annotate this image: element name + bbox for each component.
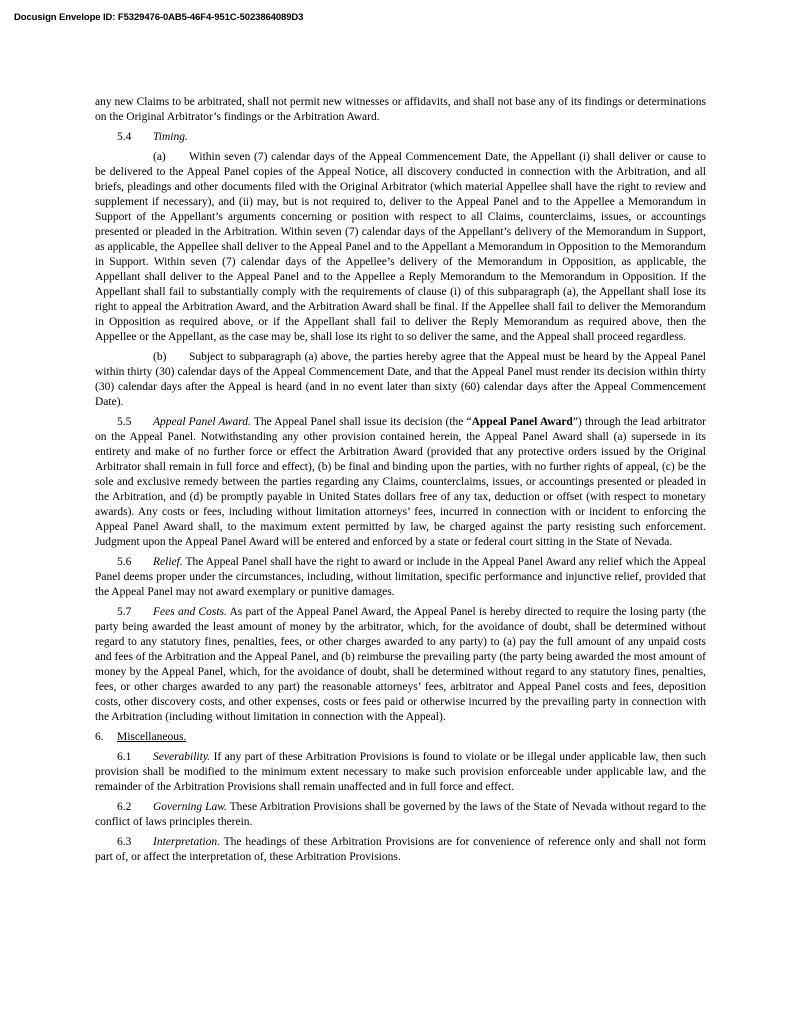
section-title: Fees and Costs.	[153, 606, 227, 618]
section-title: Appeal Panel Award.	[153, 416, 251, 428]
section-number: 5.7	[117, 606, 132, 618]
section-number: 6.1	[117, 751, 132, 763]
envelope-id-header: Docusign Envelope ID: F5329476-0AB5-46F4-951C-5023864089D3	[14, 12, 304, 23]
section-5-7	[95, 605, 706, 725]
section-text: As part of the Appeal Panel Award, the Appeal Panel is hereby directed to require the losing party (the party being awarded the least amount of money by the arbitrator, which, for the avoidance of doubt, shall be determined without regard to any statutory fines, penalties, fees, or other charges awarded to any party) to (a) pay the full amount of any unpaid costs and fees of the Arbitration and the Appeal Panel, and (b) reimburse the prevailing party (the party being awarded the most amount of money by the Appeal Panel, which, for the avoidance of doubt, shall be determined without regard to any statutory fines, penalties, fees, or other charges awarded to any part) the reasonable attorneys’ fees, arbitrator and Appeal Panel costs and fees, deposition costs, other discovery costs, and other expenses, costs or fees paid or otherwise incurred by the prevailing party in connection with the Arbitration (including without limitation in connection with the Appeal).	[95, 606, 706, 723]
section-title: Severability.	[153, 751, 211, 763]
subparagraph-label: (a)	[153, 151, 166, 163]
subparagraph-label: (b)	[153, 351, 167, 363]
section-5-4-a	[95, 150, 706, 345]
section-6-1	[95, 750, 706, 795]
section-text: The Appeal Panel shall have the right to award or include in the Appeal Panel Award any relief which the Appeal Panel deems proper under the circumstances, including, without limitation, specific performance and injunctive relief, provided that the Appeal Panel may not award exemplary or punitive damages.	[95, 556, 707, 598]
section-number: 5.6	[117, 556, 132, 568]
section-text: If any part of these Arbitration Provisions is found to violate or be illegal under applicable law, then such provision shall be modified to the minimum extent necessary to make such provision enforceable under applicable law, and the remainder of the Arbitration Provisions shall remain unaffected and in full force and effect.	[95, 751, 707, 793]
section-5-4-heading	[95, 130, 706, 145]
section-title: Timing.	[153, 131, 188, 143]
section-title: Governing Law.	[153, 801, 227, 813]
document-page	[95, 95, 706, 870]
section-number: 5.4	[117, 131, 132, 143]
subparagraph-text: Subject to subparagraph (a) above, the parties hereby agree that the Appeal must be heard by the Appeal Panel within thirty (30) calendar days of the Appeal Commencement Date, and that the Appeal Panel must render its decision within thirty (30) calendar days after the Appeal is heard (and in no event later than sixty (60) calendar days after the Appeal Commencement Date).	[95, 351, 706, 408]
section-5-6	[95, 555, 706, 600]
section-number: 6.2	[117, 801, 132, 813]
section-text: These Arbitration Provisions shall be governed by the laws of the State of Nevada without regard to the conflict of laws principles therein.	[95, 801, 706, 828]
section-6-2	[95, 800, 706, 830]
section-number: 6.3	[117, 836, 132, 848]
section-6-3	[95, 835, 706, 865]
section-5-4-b	[95, 350, 706, 410]
section-title: Relief.	[153, 556, 183, 568]
section-title: Miscellaneous.	[117, 731, 187, 743]
section-5-5	[95, 415, 706, 550]
intro-paragraph: any new Claims to be arbitrated, shall not permit new witnesses or affidavits, and shall not base any of its findings or determinations on the Original Arbitrator’s findings or the Arbitration Award.	[95, 96, 706, 123]
section-number: 6.	[95, 731, 104, 743]
section-text-pre: The Appeal Panel shall issue its decision (the “	[253, 416, 472, 428]
subparagraph-text: Within seven (7) calendar days of the Appeal Commencement Date, the Appellant (i) shall deliver or cause to be delivered to the Appeal Panel copies of the Appeal Notice, all discovery conducted in connection with the Arbitration, and all briefs, pleadings and other documents filed with the Original Arbitrator (which material Appellee shall have the right to review and supplement if necessary), and (ii) may, but is not required to, deliver to the Appeal Panel and to the Appellee a Memorandum in Support of the Appellant’s arguments concerning or position with respect to all Claims, counterclaims, issues, or accountings presented or pleaded in the Arbitration. Within seven (7) calendar days of the Appellant’s delivery of the Memorandum in Support, as applicable, the Appellee shall deliver to the Appeal Panel and to the Appellant a Memorandum in Opposition to the Memorandum in Support. Within seven (7) calendar days of the Appellee’s delivery of the Memorandum in Opposition, as applicable, the Appellant shall deliver to the Appeal Panel and to the Appellee a Reply Memorandum to the Memorandum in Opposition. If the Appellant shall fail to substantially comply with the requirements of clause (i) of this subparagraph (a), the Appellant shall lose its right to appeal the Arbitration Award, and the Arbitration Award shall be final. If the Appellee shall fail to deliver the Memorandum in Opposition as required above, or if the Appellant shall fail to deliver the Reply Memorandum as required above, then the Appellee or the Appellant, as the case may be, shall lose its right to so deliver the same, and the Appeal shall proceed regardless.	[95, 151, 706, 343]
defined-term: Appeal Panel Award	[471, 416, 573, 428]
section-number: 5.5	[117, 416, 132, 428]
section-text-post: ”) through the lead arbitrator on the Appeal Panel. Notwithstanding any other provision contained herein, the Appeal Panel Award shall (a) supersede in its entirety and make of no further force or effect the Arbitration Award (provided that any protective orders issued by the Original Arbitrator shall remain in full force and effect), (b) be final and binding upon the parties, with no further rights of appeal, (c) be the sole and exclusive remedy between the parties regarding any Claims, counterclaims, issues, or accountings presented or pleaded in the Arbitration, and (d) be promptly payable in United States dollars free of any tax, deduction or offset (with respect to monetary awards). Any costs or fees, including without limitation attorneys’ fees, incurred in connection with or incident to enforcing the Appeal Panel Award shall, to the maximum extent permitted by law, be charged against the party resisting such enforcement. Judgment upon the Appeal Panel Award will be entered and enforced by a state or federal court sitting in the State of Nevada.	[95, 416, 706, 548]
section-6-heading	[95, 730, 706, 745]
section-text: The headings of these Arbitration Provisions are for convenience of reference only and shall not form part of, or affect the interpretation of, these Arbitration Provisions.	[95, 836, 706, 863]
section-title: Interpretation.	[153, 836, 220, 848]
